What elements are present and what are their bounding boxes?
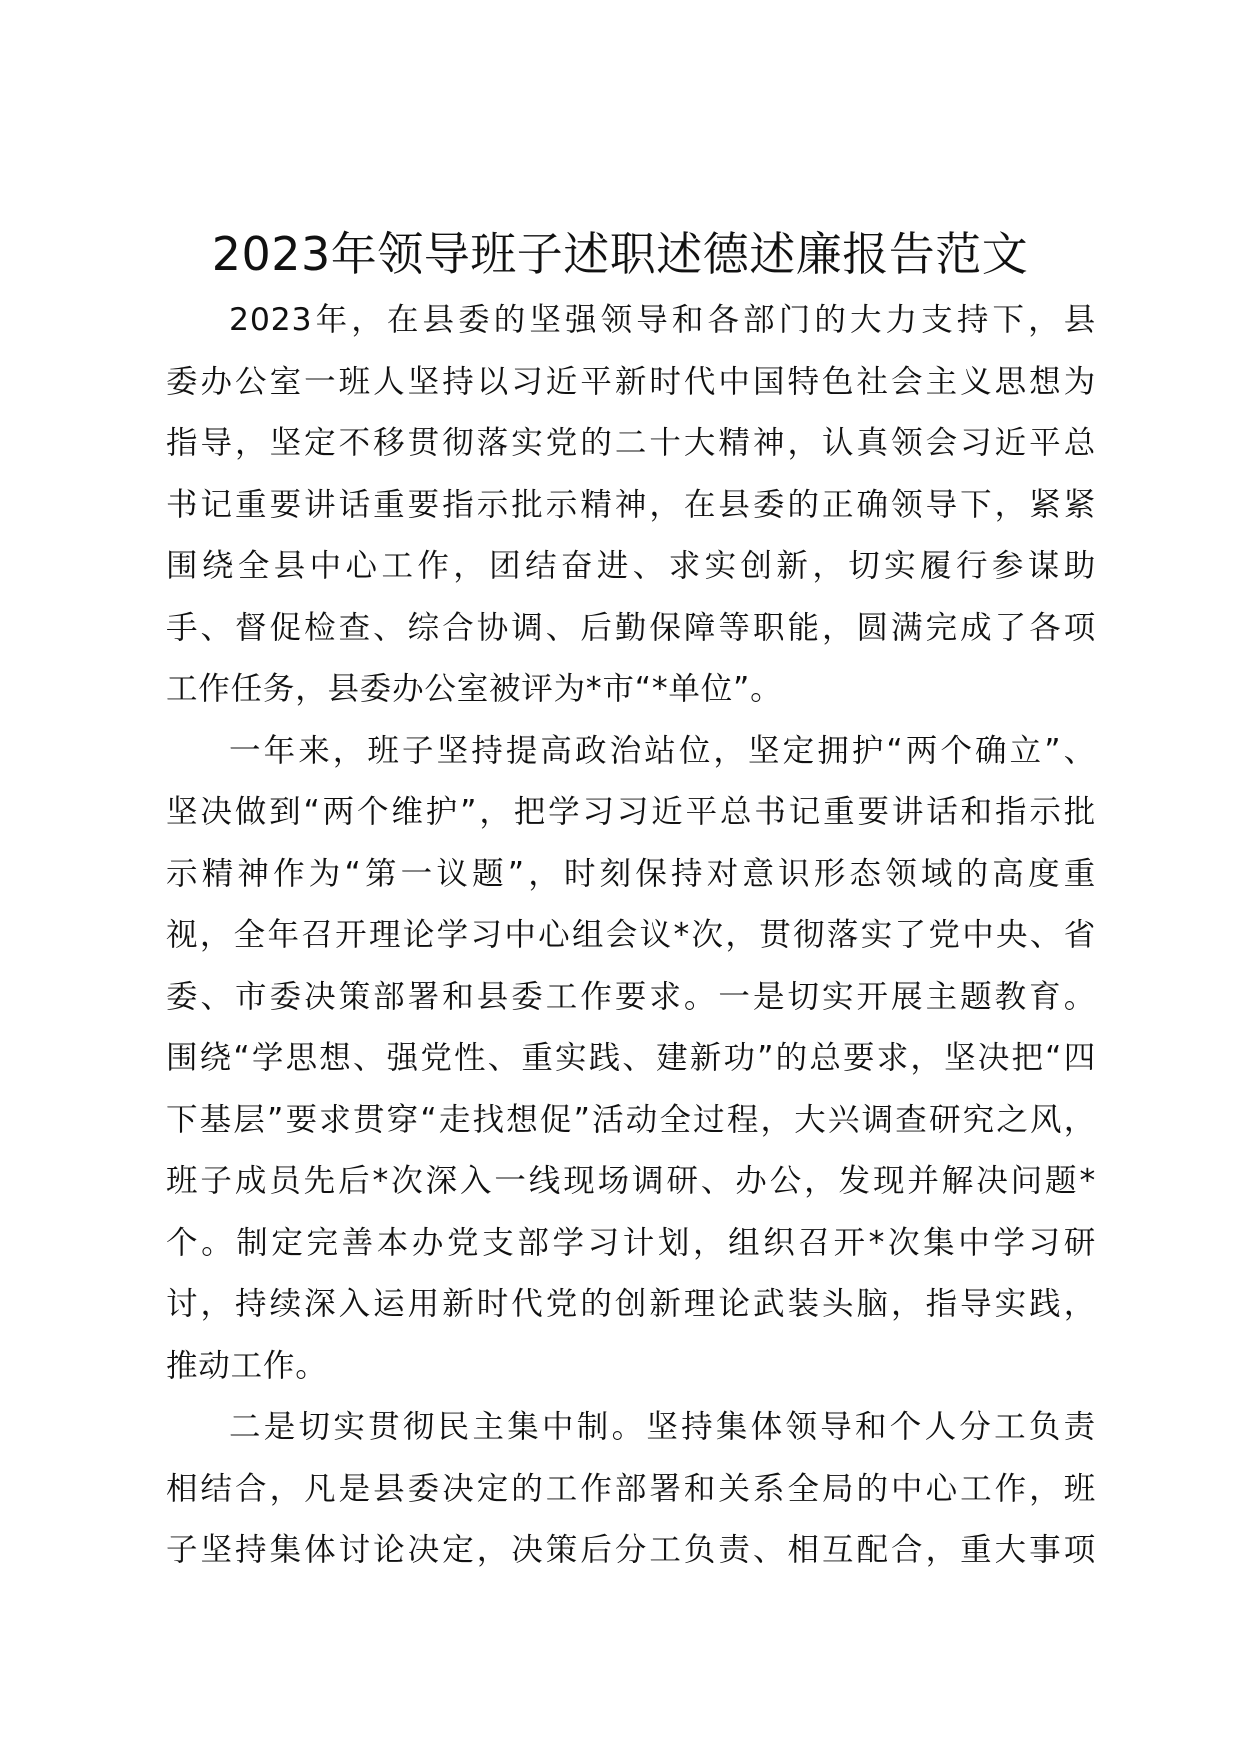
paragraph-3-line-2: 相结合，凡是县委决定的工作部署和关系全局的中心工作，班 <box>166 1470 1096 1507</box>
paragraph-1-line-6: 手、督促检查、综合协调、后勤保障等职能，圆满完成了各项 <box>166 609 1096 646</box>
paragraph-1-line-5: 围绕全县中心工作，团结奋进、求实创新，切实履行参谋助 <box>166 548 1096 584</box>
paragraph-2-line-8: 班子成员先后*次深入一线现场调研、办公，发现并解决问题* <box>166 1163 1096 1199</box>
paragraph-2-line-9: 个。制定完善本办党支部学习计划，组织召开*次集中学习研 <box>166 1224 1096 1261</box>
paragraph-2-line-4: 视，全年召开理论学习中心组会议*次，贯彻落实了党中央、省 <box>166 917 1096 953</box>
paragraph-1-line-3: 指导，坚定不移贯彻落实党的二十大精神，认真领会习近平总 <box>166 425 1096 461</box>
paragraph-2-line-2: 坚决做到“两个维护”，把学习习近平总书记重要讲话和指示批 <box>166 794 1096 830</box>
paragraph-2-line-3: 示精神作为“第一议题”，时刻保持对意识形态领域的高度重 <box>166 855 1096 892</box>
paragraph-2-line-5: 委、市委决策部署和县委工作要求。一是切实开展主题教育。 <box>166 978 1096 1015</box>
paragraph-1-line-2: 委办公室一班人坚持以习近平新时代中国特色社会主义思想为 <box>166 363 1096 400</box>
document-title: 2023年领导班子述职述德述廉报告范文 <box>211 227 1029 281</box>
paragraph-1-line-4: 书记重要讲话重要指示批示精神，在县委的正确领导下，紧紧 <box>166 486 1096 523</box>
paragraph-2-line-10: 讨，持续深入运用新时代党的创新理论武装头脑，指导实践， <box>166 1286 1096 1322</box>
paragraph-2-line-11: 推动工作。 <box>166 1347 328 1384</box>
paragraph-2-line-7: 下基层”要求贯穿“走找想促”活动全过程，大兴调查研究之风， <box>166 1101 1096 1138</box>
paragraph-1-line-1: 2023年，在县委的坚强领导和各部门的大力支持下，县 <box>229 302 1096 338</box>
paragraph-3-line-1: 二是切实贯彻民主集中制。坚持集体领导和个人分工负责 <box>229 1409 1096 1445</box>
paragraph-1-line-7: 工作任务，县委办公室被评为*市“*单位”。 <box>166 671 783 707</box>
paragraph-2-line-6: 围绕“学思想、强党性、重实践、建新功”的总要求，坚决把“四 <box>166 1040 1096 1076</box>
document-body <box>166 290 1096 1582</box>
paragraph-2-line-1: 一年来，班子坚持提高政治站位，坚定拥护“两个确立”、 <box>229 732 1096 769</box>
paragraph-3-line-3: 子坚持集体讨论决定，决策后分工负责、相互配合，重大事项 <box>166 1532 1096 1568</box>
